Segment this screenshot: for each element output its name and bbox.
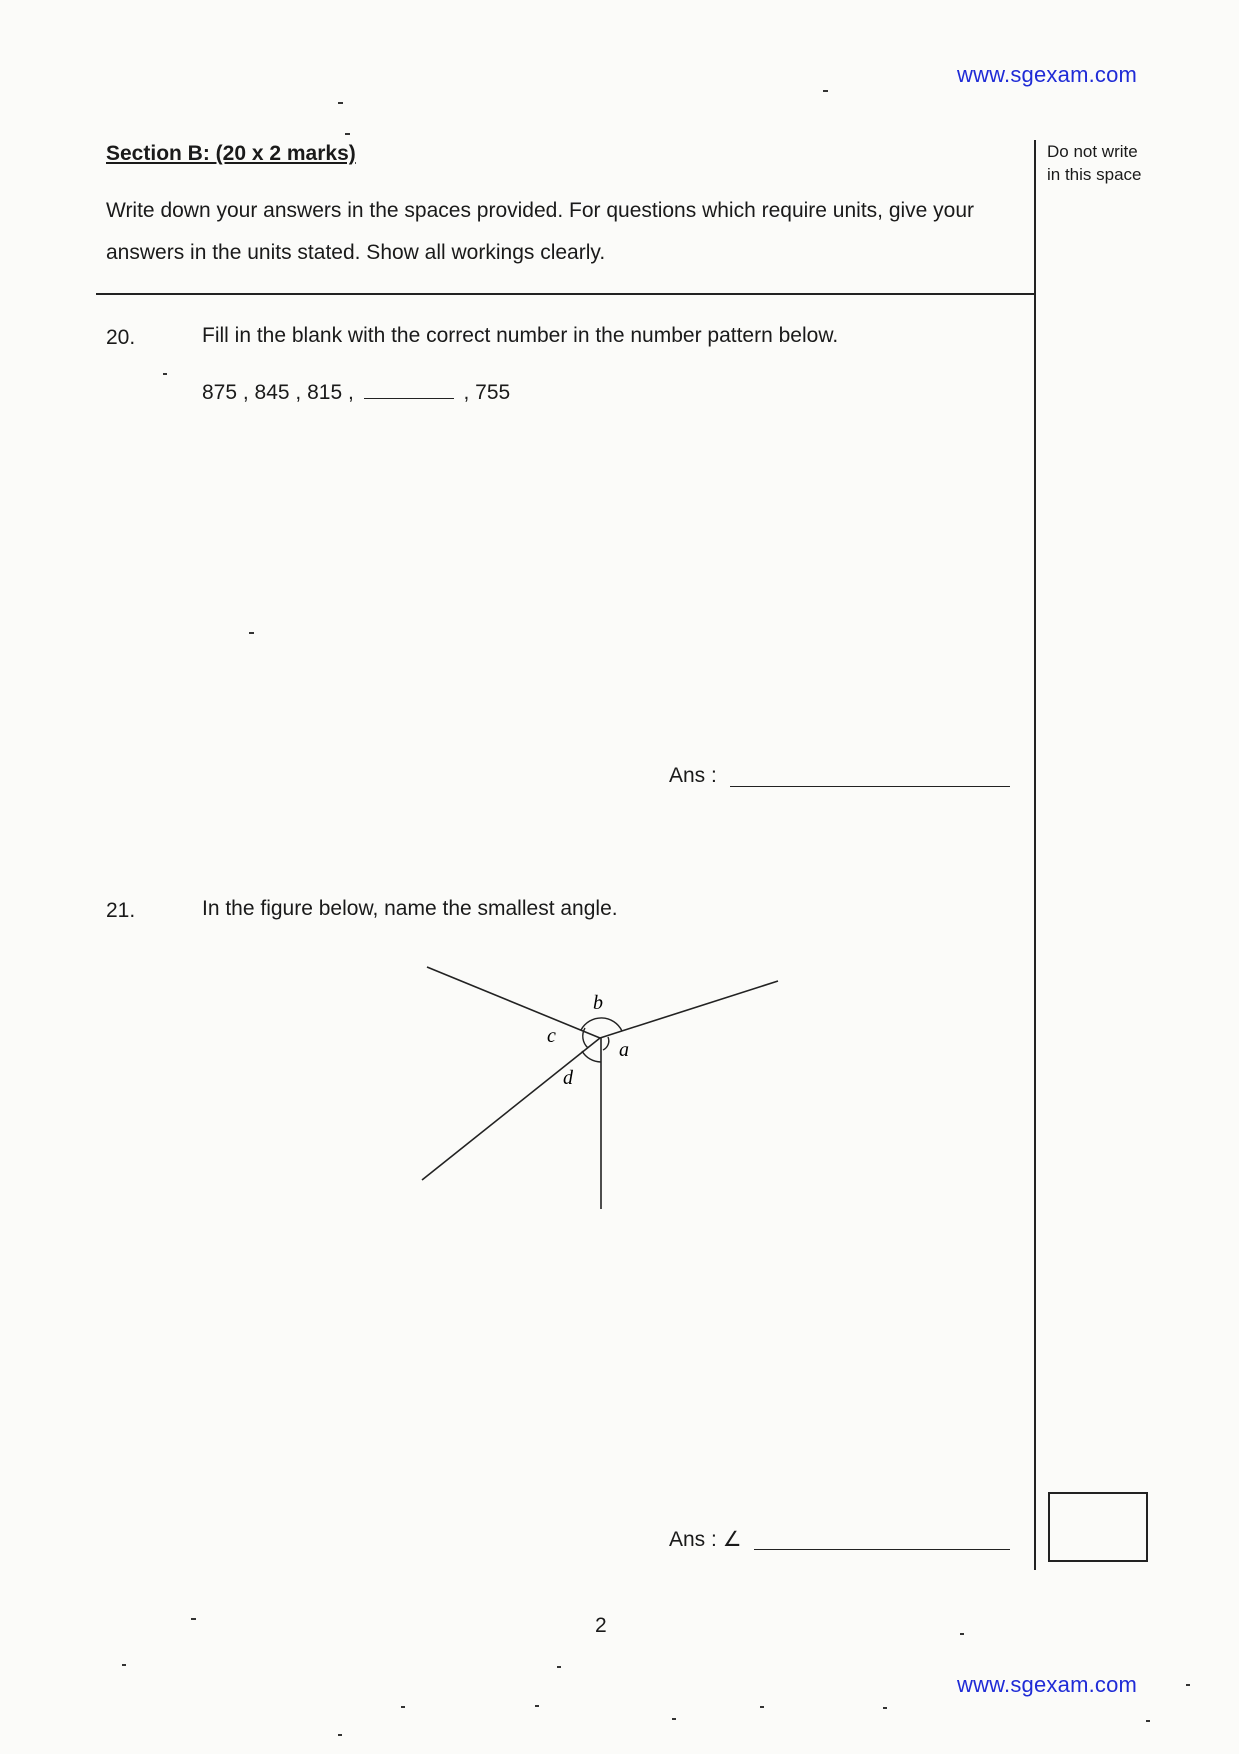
question-20-answer-label: Ans : [669, 764, 717, 787]
question-20-pattern [202, 381, 510, 405]
scan-speck [823, 90, 828, 92]
label-c: c [547, 1025, 556, 1047]
scan-speck [672, 1718, 676, 1720]
label-a: a [619, 1039, 629, 1061]
scan-speck [345, 133, 350, 135]
scan-speck [401, 1706, 405, 1708]
scan-speck [338, 1734, 342, 1736]
section-title: Section B: (20 x 2 marks) [106, 142, 356, 165]
scan-speck [1146, 1720, 1150, 1722]
angle-figure [400, 950, 810, 1220]
question-21-answer-label: Ans : ∠ [669, 1528, 742, 1551]
label-b: b [593, 992, 603, 1014]
scan-speck [338, 102, 343, 104]
margin-note [1047, 140, 1142, 186]
question-20-text: Fill in the blank with the correct number in the number pattern below. [202, 324, 839, 347]
pattern-blank [364, 382, 454, 399]
scan-speck [191, 1618, 196, 1620]
marks-box[interactable] [1048, 1492, 1148, 1562]
arc-b [581, 1018, 622, 1031]
section-divider [96, 293, 1034, 295]
section-instructions: Write down your answers in the spaces provided. For questions which require units, give your answers in the units stated. Show all workings clearly. [106, 199, 975, 264]
scan-speck [535, 1705, 539, 1707]
ray-lower-left [422, 1038, 600, 1180]
arc-c [583, 1028, 588, 1048]
scan-speck [883, 1707, 887, 1709]
margin-note-line2: in this space [1047, 165, 1142, 184]
scan-speck [249, 632, 254, 634]
scan-speck [122, 1664, 126, 1666]
scan-speck [1186, 1684, 1190, 1686]
margin-note-line1: Do not write [1047, 142, 1138, 161]
question-21-number: 21. [106, 899, 136, 922]
question-20-answer-line[interactable] [730, 786, 1010, 787]
question-21-answer-line[interactable] [754, 1549, 1010, 1550]
scan-speck [557, 1666, 561, 1668]
scan-speck [163, 373, 167, 375]
scan-speck [760, 1706, 764, 1708]
pattern-after: , 755 [463, 381, 511, 404]
label-d: d [563, 1067, 573, 1089]
watermark-top: www.sgexam.com [957, 62, 1138, 87]
ray-upper-left [427, 967, 600, 1038]
question-21-text: In the figure below, name the smallest angle. [202, 897, 618, 920]
arc-a [603, 1037, 609, 1050]
pattern-before: 875 , 845 , 815 , [202, 381, 354, 404]
question-20-number: 20. [106, 326, 136, 349]
watermark-bottom: www.sgexam.com [957, 1672, 1138, 1697]
page-number: 2 [595, 1614, 607, 1637]
ray-upper-right [600, 981, 778, 1038]
arc-d [582, 1051, 601, 1062]
scan-speck [960, 1633, 964, 1635]
margin-rule [1034, 140, 1036, 1570]
